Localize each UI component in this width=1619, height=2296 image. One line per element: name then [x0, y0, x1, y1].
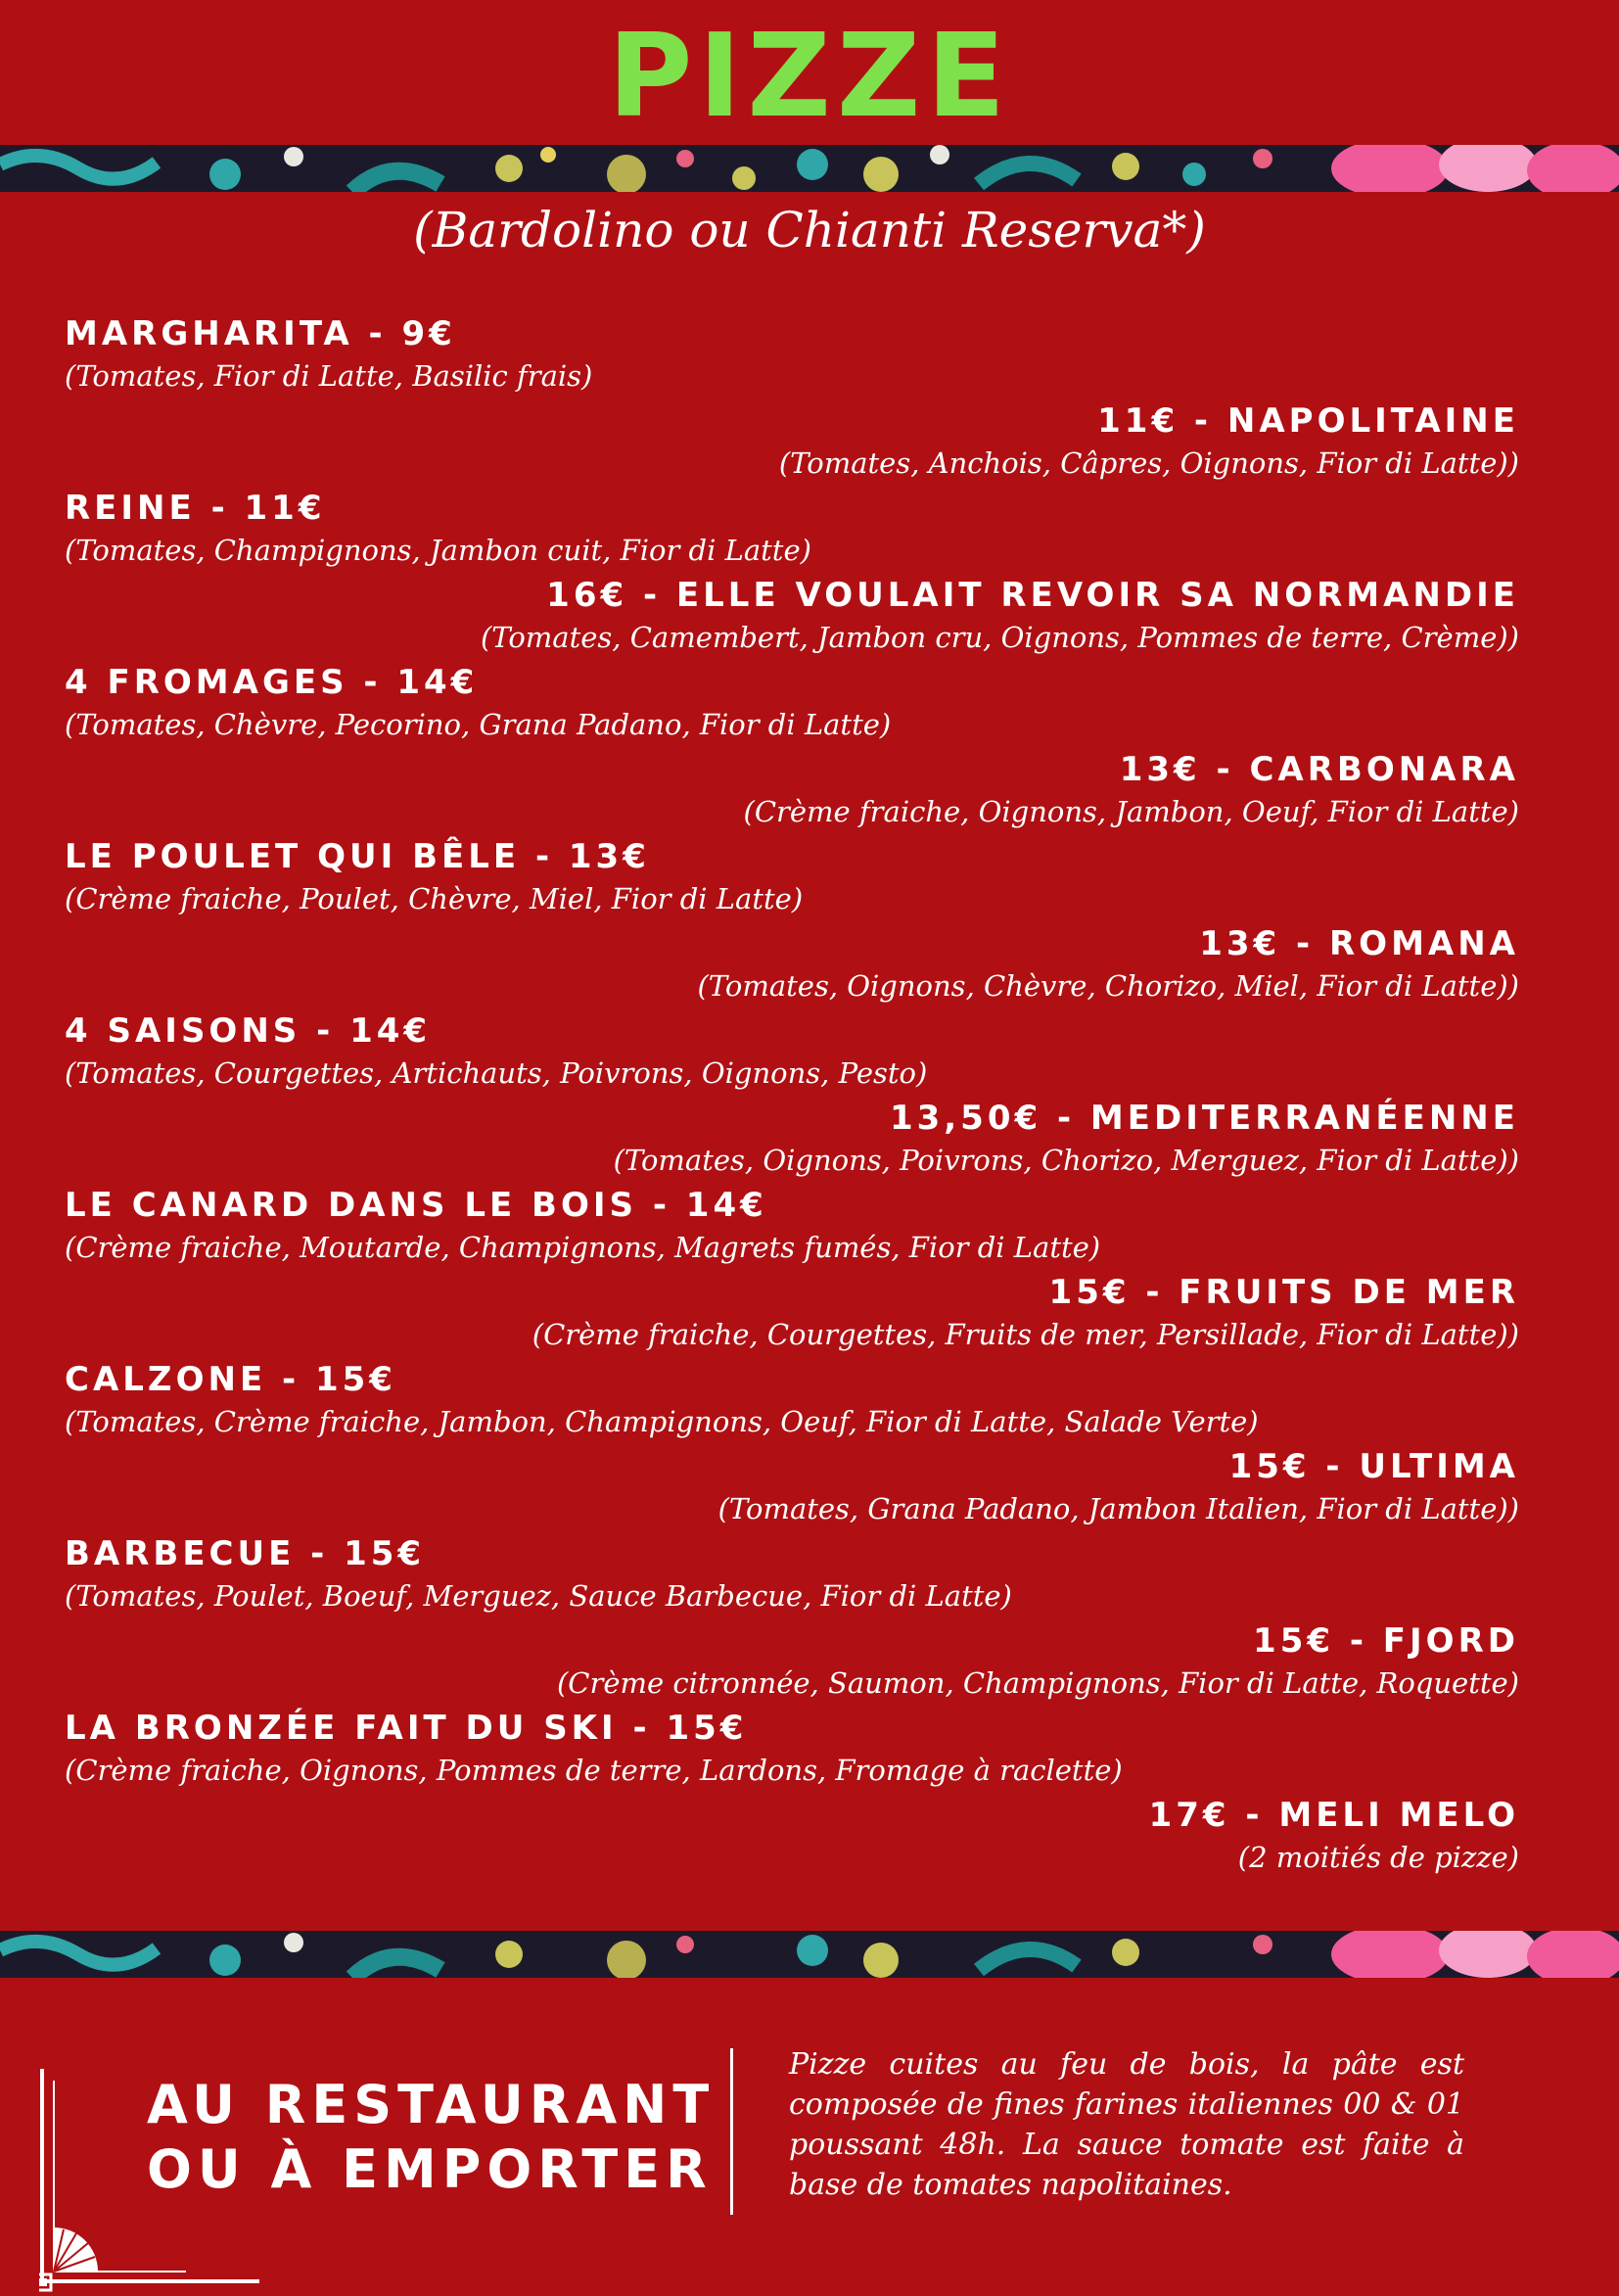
menu-item-description: (Tomates, Crème fraiche, Jambon, Champignons, Oeuf, Fior di Latte, Salade Verte) — [65, 1405, 1259, 1438]
footer-description: Pizze cuites au feu de bois, la pâte est composée de fines farines italiennes 00 & 01 poussant 48h. La sauce tomate est faite à base de tomates napolitaines. — [789, 2047, 1464, 2202]
menu-item-name: 17€ - MELI MELO — [1148, 1796, 1519, 1835]
floral-pattern — [0, 145, 1619, 192]
menu-item-name: 4 FROMAGES - 14€ — [65, 663, 479, 702]
menu-item-description: (Tomates, Poulet, Boeuf, Merguez, Sauce Barbecue, Fior di Latte) — [65, 1579, 1012, 1613]
menu-item-description: (Tomates, Fior di Latte, Basilic frais) — [65, 359, 593, 393]
menu-item-description: (Tomates, Champignons, Jambon cuit, Fior di Latte) — [65, 534, 811, 567]
footer-title — [147, 2073, 754, 2202]
menu-item-name: CALZONE - 15€ — [65, 1360, 396, 1399]
footer-heading-block — [59, 2061, 734, 2257]
menu-item-description: (Crème citronnée, Saumon, Champignons, Fior di Latte, Roquette) — [556, 1666, 1519, 1700]
menu-item-name: 13€ - CARBONARA — [1119, 750, 1519, 789]
floral-band-top — [0, 145, 1619, 192]
menu-item-description: (Tomates, Grana Padano, Jambon Italien, Fior di Latte)) — [717, 1492, 1519, 1525]
floral-pattern — [0, 1931, 1619, 1978]
menu-item-description: (Crème fraiche, Oignons, Jambon, Oeuf, Fior di Latte) — [743, 795, 1519, 828]
page-subtitle: (Bardolino ou Chianti Reserva*) — [413, 202, 1206, 258]
menu-item-name: BARBECUE - 15€ — [65, 1534, 426, 1573]
menu-item-description: (Crème fraiche, Oignons, Pommes de terre, Lardons, Fromage à raclette) — [65, 1754, 1123, 1787]
menu-item-name: 13€ - ROMANA — [1199, 924, 1519, 963]
menu-item-description: (Tomates, Camembert, Jambon cru, Oignons, Pommes de terre, Crème)) — [480, 621, 1519, 654]
menu-item-description: (2 moitiés de pizze) — [1237, 1841, 1519, 1874]
menu-item-name: LE POULET QUI BÊLE - 13€ — [65, 837, 650, 876]
menu-item-name: MARGHARITA - 9€ — [65, 314, 456, 353]
menu-item-description: (Tomates, Anchois, Câpres, Oignons, Fior di Latte)) — [778, 446, 1519, 480]
menu-item-description: (Crème fraiche, Moutarde, Champignons, Magrets fumés, Fior di Latte) — [65, 1231, 1101, 1264]
menu-item-name: 15€ - FRUITS DE MER — [1048, 1273, 1519, 1312]
menu-item-description: (Crème fraiche, Poulet, Chèvre, Miel, Fior di Latte) — [65, 882, 804, 915]
menu-item-name: 4 SAISONS - 14€ — [65, 1011, 432, 1051]
menu-item-description: (Tomates, Courgettes, Artichauts, Poivrons, Oignons, Pesto) — [65, 1056, 928, 1090]
menu-item-description: (Tomates, Chèvre, Pecorino, Grana Padano, Fior di Latte) — [65, 708, 892, 741]
floral-band-bottom — [0, 1931, 1619, 1978]
pizza-menu — [65, 311, 1519, 1968]
menu-item-name: REINE - 11€ — [65, 489, 326, 528]
footer-title-line1: AU RESTAURANT — [147, 2074, 716, 2135]
menu-item-name: LA BRONZÉE FAIT DU SKI - 15€ — [65, 1709, 748, 1748]
menu-item-description: (Tomates, Oignons, Poivrons, Chorizo, Merguez, Fior di Latte)) — [613, 1144, 1519, 1177]
menu-item-name: 16€ - ELLE VOULAIT REVOIR SA NORMANDIE — [546, 576, 1519, 615]
menu-item-name: 11€ - NAPOLITAINE — [1097, 401, 1519, 441]
menu-item-name: 15€ - ULTIMA — [1228, 1447, 1519, 1486]
menu-item-name: 13,50€ - MEDITERRANÉENNE — [889, 1099, 1519, 1138]
menu-item-description: (Crème fraiche, Courgettes, Fruits de mer, Persillade, Fior di Latte)) — [532, 1318, 1519, 1351]
menu-item-description: (Tomates, Oignons, Chèvre, Chorizo, Miel, Fior di Latte)) — [697, 969, 1519, 1003]
footer-divider — [730, 2048, 733, 2215]
menu-item-name: 15€ - FJORD — [1253, 1621, 1519, 1661]
footer-title-line2: OU À EMPORTER — [147, 2138, 713, 2200]
menu-item-name: LE CANARD DANS LE BOIS - 14€ — [65, 1186, 767, 1225]
page-title: PIZZE — [607, 8, 1012, 143]
